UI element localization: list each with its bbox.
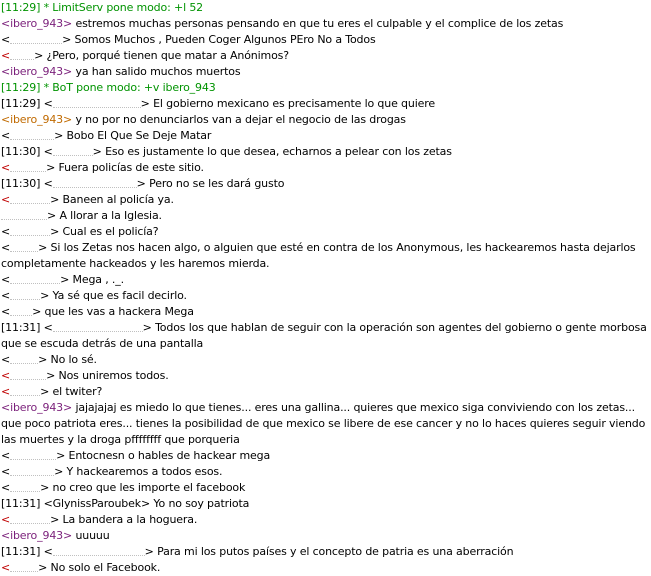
chat-message — [1, 448, 647, 464]
chat-log — [1, 0, 647, 576]
nickname-open: < — [1, 289, 11, 302]
nickname-open: < — [43, 545, 53, 558]
message-text: Somos Muchos , Pueden Coger Algunos PEro No a Todos — [74, 33, 376, 46]
nickname-close: > — [54, 129, 64, 142]
nickname-close: > — [50, 513, 60, 526]
chat-message — [1, 240, 647, 272]
message-text: y no por no denunciarlos van a dejar el negocio de las drogas — [75, 113, 406, 126]
nickname: <ibero_943> — [1, 17, 73, 30]
redacted-nickname — [10, 466, 54, 476]
nickname-open: < — [1, 161, 11, 174]
message-text: Yo no soy patriota — [153, 497, 250, 510]
nickname-open: < — [43, 97, 53, 110]
nickname-close: > — [140, 97, 150, 110]
redacted-nickname — [10, 450, 56, 460]
chat-message — [1, 368, 647, 384]
nickname-close: > — [38, 241, 48, 254]
nickname-open: < — [1, 193, 11, 206]
message-text: Fuera policías de este sitio. — [58, 161, 204, 174]
nickname-close: > — [46, 369, 56, 382]
chat-message — [1, 112, 647, 128]
chat-message — [1, 16, 647, 32]
nickname-close: > — [50, 193, 60, 206]
chat-message — [1, 64, 647, 80]
message-text: ya han salido muchos muertos — [75, 65, 241, 78]
nickname-open: < — [1, 241, 11, 254]
nickname-close: > — [40, 289, 50, 302]
nickname-open: < — [1, 513, 11, 526]
message-text: Entocnesn o hables de hackear mega — [68, 449, 271, 462]
nickname: <ibero_943> — [1, 529, 73, 542]
redacted-nickname — [10, 514, 50, 524]
nickname-close: > — [47, 209, 57, 222]
timestamp: [11:31] — [1, 321, 41, 334]
message-text: Eso es justamente lo que desea, echarnos a pelear con los zetas — [105, 145, 452, 158]
message-text: ¿Pero, porqué tienen que matar a Anónimos? — [46, 49, 289, 62]
nickname-close: > — [144, 545, 154, 558]
message-text: A llorar a la Iglesia. — [59, 209, 162, 222]
redacted-nickname — [10, 482, 40, 492]
redacted-nickname — [10, 274, 60, 284]
nickname-close: > — [54, 465, 64, 478]
nickname-open: < — [43, 177, 53, 190]
system-message — [1, 80, 647, 96]
nickname-open: < — [1, 385, 11, 398]
redacted-nickname — [10, 290, 40, 300]
chat-message — [1, 400, 647, 448]
message-text: Baneen al policía ya. — [62, 193, 174, 206]
message-text: Ya sé que es facil decirlo. — [52, 289, 187, 302]
redacted-nickname — [10, 130, 54, 140]
chat-message — [1, 528, 647, 544]
nickname-open: < — [1, 449, 11, 462]
chat-message — [1, 464, 647, 480]
redacted-nickname — [10, 354, 38, 364]
system-message — [1, 0, 647, 16]
system-text: * LimitServ pone modo: +l 52 — [43, 1, 204, 14]
nickname: <ibero_943> — [1, 401, 73, 414]
timestamp: [11:29] — [1, 81, 41, 94]
redacted-nickname — [10, 34, 62, 44]
chat-message — [1, 272, 647, 288]
nickname-close: > — [46, 161, 56, 174]
nickname-close: > — [60, 273, 70, 286]
redacted-nickname — [10, 386, 40, 396]
message-text: uuuuu — [75, 529, 110, 542]
redacted-nickname — [10, 50, 34, 60]
nickname: <ibero_943> — [1, 113, 73, 126]
timestamp: [11:29] — [1, 1, 41, 14]
redacted-nickname — [10, 194, 50, 204]
redacted-nickname — [1, 210, 47, 220]
chat-message — [1, 512, 647, 528]
redacted-nickname — [10, 562, 38, 572]
nickname-open: < — [1, 465, 11, 478]
nickname-close: > — [32, 305, 42, 318]
message-text: La bandera a la hoguera. — [62, 513, 198, 526]
chat-message — [1, 560, 647, 576]
chat-message — [1, 384, 647, 400]
chat-message — [1, 208, 647, 224]
chat-message — [1, 144, 647, 160]
chat-message — [1, 496, 647, 512]
chat-message — [1, 544, 647, 560]
message-text: estremos muchas personas pensando en que tu eres el culpable y el complice de los zetas — [75, 17, 564, 30]
chat-message — [1, 176, 647, 192]
chat-message — [1, 320, 647, 352]
message-text: Todos los que hablan de seguir con la operación son agentes del gobierno o gente morbosa que se escuda detrás de una pantalla — [1, 321, 647, 350]
timestamp: [11:31] — [1, 545, 41, 558]
chat-message — [1, 352, 647, 368]
chat-message — [1, 160, 647, 176]
nickname-open: < — [1, 129, 11, 142]
nickname-close: > — [136, 177, 146, 190]
redacted-nickname — [10, 242, 38, 252]
chat-message — [1, 96, 647, 112]
message-text: Mega , ._. — [72, 273, 124, 286]
nickname-open: < — [43, 321, 53, 334]
nickname: <ibero_943> — [1, 65, 73, 78]
nickname-close: > — [38, 561, 48, 574]
nickname-open: < — [1, 369, 11, 382]
nickname-open: < — [1, 561, 11, 574]
redacted-nickname — [53, 98, 141, 108]
redacted-nickname — [10, 306, 32, 316]
chat-message — [1, 288, 647, 304]
nickname-open: < — [1, 225, 11, 238]
timestamp: [11:30] — [1, 177, 41, 190]
nickname-open: < — [1, 481, 11, 494]
redacted-nickname — [10, 370, 46, 380]
chat-message — [1, 128, 647, 144]
nickname-close: > — [40, 385, 50, 398]
nickname-open: < — [1, 305, 11, 318]
chat-message — [1, 48, 647, 64]
nickname-open: < — [1, 353, 11, 366]
nickname-close: > — [50, 225, 60, 238]
chat-message — [1, 192, 647, 208]
system-text: * BoT pone modo: +v ibero_943 — [43, 81, 216, 94]
redacted-nickname — [10, 162, 46, 172]
nickname-open: < — [1, 49, 11, 62]
redacted-nickname — [53, 146, 93, 156]
message-text: jajajajaj es miedo lo que tienes... eres una gallina... quieres que mexico siga conviviendo con los zetas... que poco patriota eres... tienes la posibilidad de que mexico se libere de ese cancer y no lo haces quieres seguir viendo las muertes y la droga pffffffff que porqueria — [1, 401, 646, 446]
message-text: Bobo El Que Se Deje Matar — [66, 129, 212, 142]
timestamp: [11:29] — [1, 97, 41, 110]
message-text: Cual es el policía? — [62, 225, 159, 238]
nickname-open: < — [1, 33, 11, 46]
chat-message — [1, 304, 647, 320]
message-text: el twiter? — [52, 385, 103, 398]
message-text: Para mi los putos países y el concepto de patria es una aberración — [157, 545, 514, 558]
redacted-nickname — [10, 226, 50, 236]
nickname-close: > — [38, 353, 48, 366]
message-text: que les vas a hackera Mega — [44, 305, 194, 318]
message-text: no creo que les importe el facebook — [52, 481, 246, 494]
nickname-close: > — [62, 33, 72, 46]
nickname-close: > — [92, 145, 102, 158]
message-text: Pero no se les dará gusto — [149, 177, 285, 190]
nickname-close: > — [142, 321, 152, 334]
nickname-close: > — [56, 449, 66, 462]
message-text: Y hackearemos a todos esos. — [66, 465, 223, 478]
redacted-nickname — [53, 546, 145, 556]
message-text: Nos uniremos todos. — [58, 369, 169, 382]
redacted-nickname — [53, 322, 143, 332]
timestamp: [11:31] — [1, 497, 41, 510]
nickname: <GlynissParoubek> — [43, 497, 151, 510]
message-text: No solo el Facebook. — [50, 561, 161, 574]
message-text: Si los Zetas nos hacen algo, o alguien que esté en contra de los Anonymous, les hackearemos hasta dejarlos completamente hackeados y les haremos mierda. — [1, 241, 636, 270]
timestamp: [11:30] — [1, 145, 41, 158]
chat-message — [1, 32, 647, 48]
redacted-nickname — [53, 178, 137, 188]
nickname-close: > — [34, 49, 44, 62]
message-text: No lo sé. — [50, 353, 97, 366]
chat-message — [1, 480, 647, 496]
chat-message — [1, 224, 647, 240]
nickname-open: < — [1, 273, 11, 286]
nickname-open: < — [43, 145, 53, 158]
message-text: El gobierno mexicano es precisamente lo que quiere — [153, 97, 435, 110]
nickname-close: > — [40, 481, 50, 494]
